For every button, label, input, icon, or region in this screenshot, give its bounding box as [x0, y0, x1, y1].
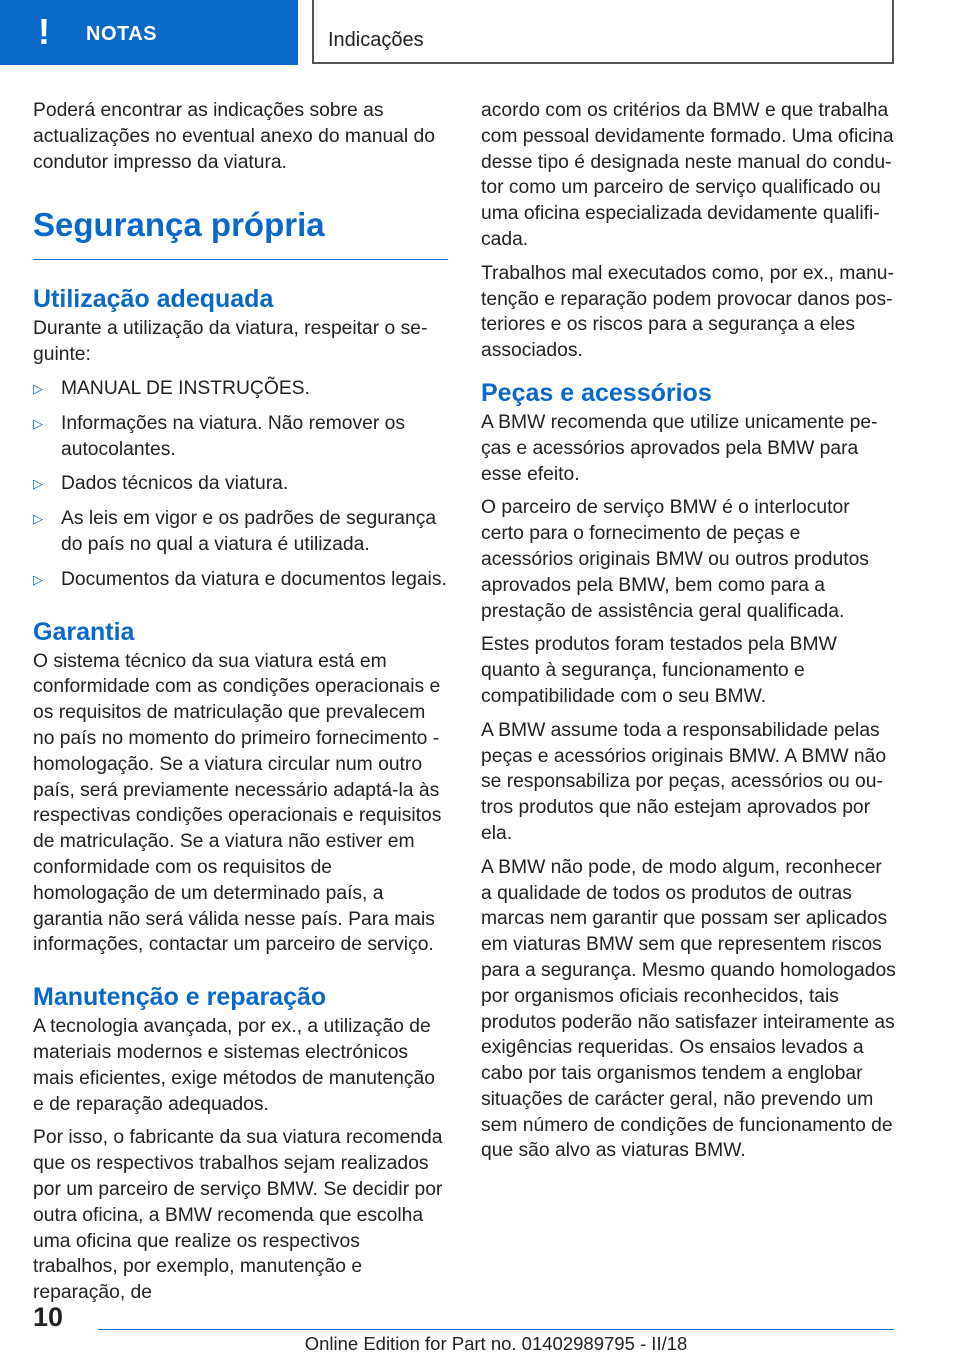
triangle-bullet-icon: ▷: [33, 476, 43, 492]
parts-paragraph-1: A BMW recomenda que utilize unicamente peças e acessórios aprovados pela BMW para esse efeito.: [481, 411, 878, 485]
exclamation-icon: !: [38, 11, 50, 52]
parts-paragraph-4: A BMW assume toda a responsabilidade pelas peças e acessórios originais BMW. A BMW não se responsabiliza por peças, acessórios ou outros produtos que não estejam aprovados por ela.: [481, 719, 887, 844]
maintenance-paragraph-3: Trabalhos mal executados como, por ex., manutenção e reparação podem provocar danos posteriores e os riscos para a segurança a eles associados.: [481, 262, 894, 362]
triangle-bullet-icon: ▷: [33, 415, 43, 431]
requirements-list: [33, 376, 448, 593]
section-header: [312, 0, 894, 64]
use-intro-paragraph: Durante a utilização da viatura, respeitar o seguinte:: [33, 318, 428, 366]
footer-divider: [98, 1329, 894, 1330]
notes-header-tab: [0, 0, 298, 65]
maintenance-paragraph-2: Por isso, o fabricante da sua viatura recomenda que os respectivos trabalhos sejam realizados por um parceiro de serviço BMW. Se decidir por outra oficina, a BMW recomenda que escolha uma oficina que realize os respectivos trabalhos, por exemplo, manutenção e reparação, de: [33, 1127, 443, 1304]
list-item: [33, 567, 448, 593]
warranty-paragraph: O sistema técnico da sua viatura está em conformidade com as condições operacionais e os requisitos de matriculação que prevalecem no país no momento do primeiro fornecimento - homologação. Se a viatura circular num outro país, será previamente necessário adaptá-la às respectivas condições operacionais e requisitos de matriculação. Se a viatura não estiver em conformidade com os requisitos de homologação de um determinado país, a garantia não será válida nesse país. Para mais informações, contactar um parceiro de serviço.: [33, 650, 442, 956]
parts-paragraph-3: Estes produtos foram testados pela BMW quanto à segurança, funcionamento e compatibilidade com o seu BMW.: [481, 634, 837, 707]
heading-garantia: Garantia: [33, 617, 135, 646]
parts-paragraph-5: A BMW não pode, de modo algum, reconhecer a qualidade de todos os produtos de outras marcas nem garantir que possam ser aplicados em viaturas BMW sem que representem riscos para a segurança. Mesmo quando homologados por organismos oficiais reconhecidos, tais produtos poderão não satisfazer inteiramente as exigências requeridas. Os ensaios levados a cabo por tais organismos tendem a englobar situações de carácter geral, não prevendo um sem número de condições de funcionamento de que são alvo as viaturas BMW.: [481, 856, 896, 1162]
parts-paragraph-2: O parceiro de serviço BMW é o interlocutor certo para o fornecimento de peças e acessórios originais BMW ou outros produtos aprovados pela BMW, bem como para a prestação de assistência geral qualificada.: [481, 497, 869, 622]
list-item-text: Informações na viatura. Não remover os autocolantes.: [61, 412, 406, 460]
heading-pecas-acessorios: Peças e acessórios: [481, 378, 712, 407]
heading-seguranca-propria: Segurança própria: [33, 205, 448, 260]
right-column: [481, 98, 896, 1172]
heading-utilizacao-adequada: Utilização adequada: [33, 285, 274, 314]
triangle-bullet-icon: ▷: [33, 511, 43, 527]
section-title: Indicações: [328, 29, 424, 51]
list-item-text: As leis em vigor e os padrões de segurança do país no qual a viatura é utilizada.: [61, 508, 437, 555]
page-number: 10: [33, 1302, 64, 1332]
left-column: [33, 98, 448, 1314]
intro-paragraph: Poderá encontrar as indicações sobre as actualizações no eventual anexo do manual do condutor impresso da viatura.: [33, 100, 435, 173]
triangle-bullet-icon: ▷: [33, 380, 43, 396]
list-item-text: Documentos da viatura e documentos legais.: [61, 568, 447, 590]
triangle-bullet-icon: ▷: [33, 571, 43, 587]
footer-edition-text: Online Edition for Part no. 01402989795 - II/18: [304, 1333, 688, 1354]
list-item-text: Dados técnicos da viatura.: [61, 473, 289, 495]
list-item: [33, 411, 448, 463]
list-item: [33, 471, 448, 497]
maintenance-paragraph-1: A tecnologia avançada, por ex., a utilização de materiais modernos e sistemas electrónicos mais eficientes, exige métodos de manutenção e de reparação adequados.: [33, 1016, 435, 1115]
maintenance-paragraph-continued: acordo com os critérios da BMW e que trabalha com pessoal devidamente formado. Uma oficina desse tipo é designada neste manual do condutor como um parceiro de serviço qualificado ou uma oficina especializada devidamente qualificada.: [481, 100, 894, 250]
heading-manutencao-reparacao: Manutenção e reparação: [33, 983, 327, 1012]
list-item-text: MANUAL DE INSTRUÇÕES.: [61, 377, 310, 399]
list-item: [33, 506, 448, 558]
header-tab-label: NOTAS: [86, 23, 158, 45]
list-item: [33, 376, 448, 402]
